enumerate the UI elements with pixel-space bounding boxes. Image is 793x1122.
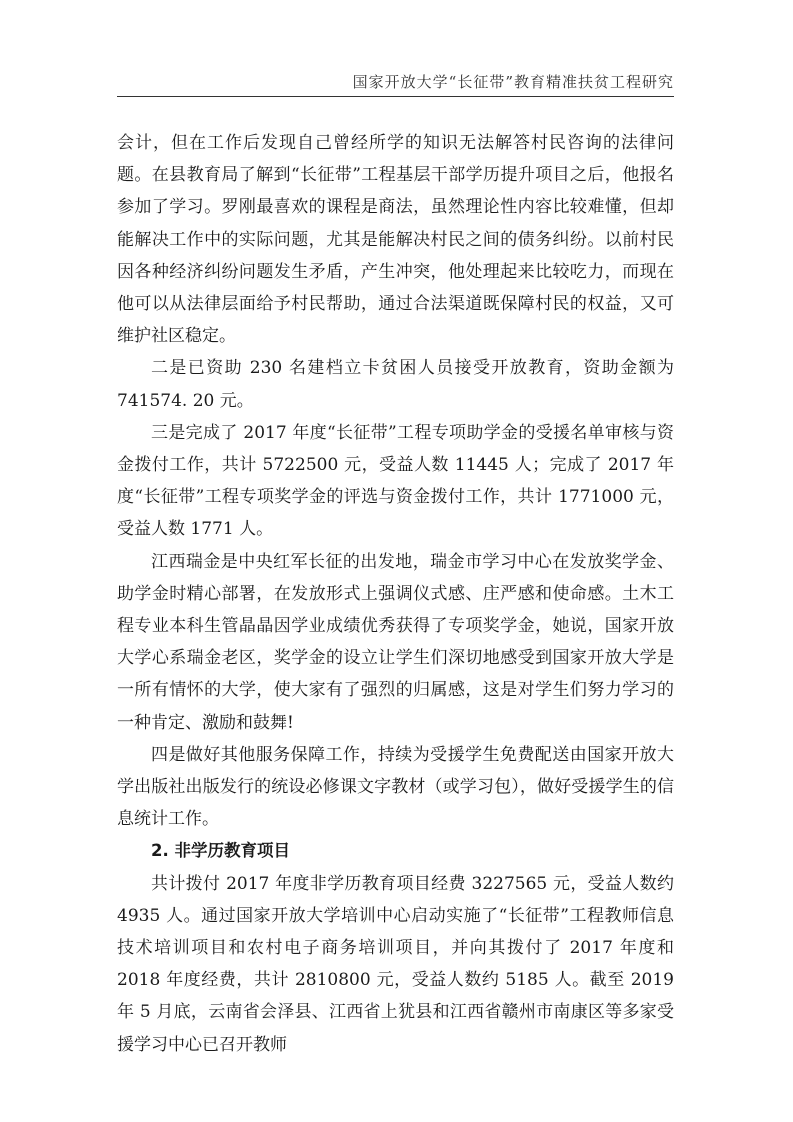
paragraph: 三是完成了 2017 年度“长征带”工程专项助学金的受援名单审核与资金拨付工作，共计 5722500 元，受益人数 11445 人；完成了 2017 年度“长征带”工程专项奖学金的评选与资金拨付工作，共计 1771000 元，受益人数 1771 人。: [117, 422, 674, 540]
paragraph: 共计拨付 2017 年度非学历教育项目经费 3227565 元，受益人数约 4935 人。通过国家开放大学培训中心启动实施了“长征带”工程教师信息技术培训项目和农村电子商务培训项目，并向其拨付了 2017 年度和 2018 年度经费，共计 2810800 元，受益人数约 5185 人。截至 2019 年 5 月底，云南省会泽县、江西省上犹县和江西省赣州市南康区等多家受援学习中心已召开教师: [117, 873, 674, 1055]
paragraph: 江西瑞金是中央红军长征的出发地，瑞金市学习中心在发放奖学金、助学金时精心部署，在发放形式上强调仪式感、庄严感和使命感。土木工程专业本科生管晶晶因学业成绩优秀获得了专项奖学金，她说，国家开放大学心系瑞金老区，奖学金的设立让学生们深切地感受到国家开放大学是一所有情怀的大学，使大家有了强烈的归属感，这是对学生们努力学习的一种肯定、激励和鼓舞!: [117, 551, 674, 733]
running-title: 国家开放大学“长征带”教育精准扶贫工程研究: [352, 73, 674, 91]
running-header: [117, 66, 674, 97]
page-body: [117, 127, 674, 1061]
section-heading: 2. 非学历教育项目: [151, 841, 290, 861]
paragraph: 二是已资助 230 名建档立卡贫困人员接受开放教育，资助金额为 741574. 20 元。: [117, 358, 674, 411]
paragraph-continued: 会计，但在工作后发现自己曾经所学的知识无法解答村民咨询的法律问题。在县教育局了解到“长征带”工程基层干部学历提升项目之后，他报名参加了学习。罗刚最喜欢的课程是商法，虽然理论性内容比较难懂，但却能解决工作中的实际问题，尤其是能解决村民之间的债务纠纷。以前村民因各种经济纠纷问题发生矛盾，产生冲突，他处理起来比较吃力，而现在他可以从法律层面给予村民帮助，通过合法渠道既保障村民的权益，又可维护社区稳定。: [117, 133, 674, 347]
paragraph: 四是做好其他服务保障工作，持续为受援学生免费配送由国家开放大学出版社出版发行的统设必修课文字教材（或学习包），做好受援学生的信息统计工作。: [117, 744, 674, 830]
